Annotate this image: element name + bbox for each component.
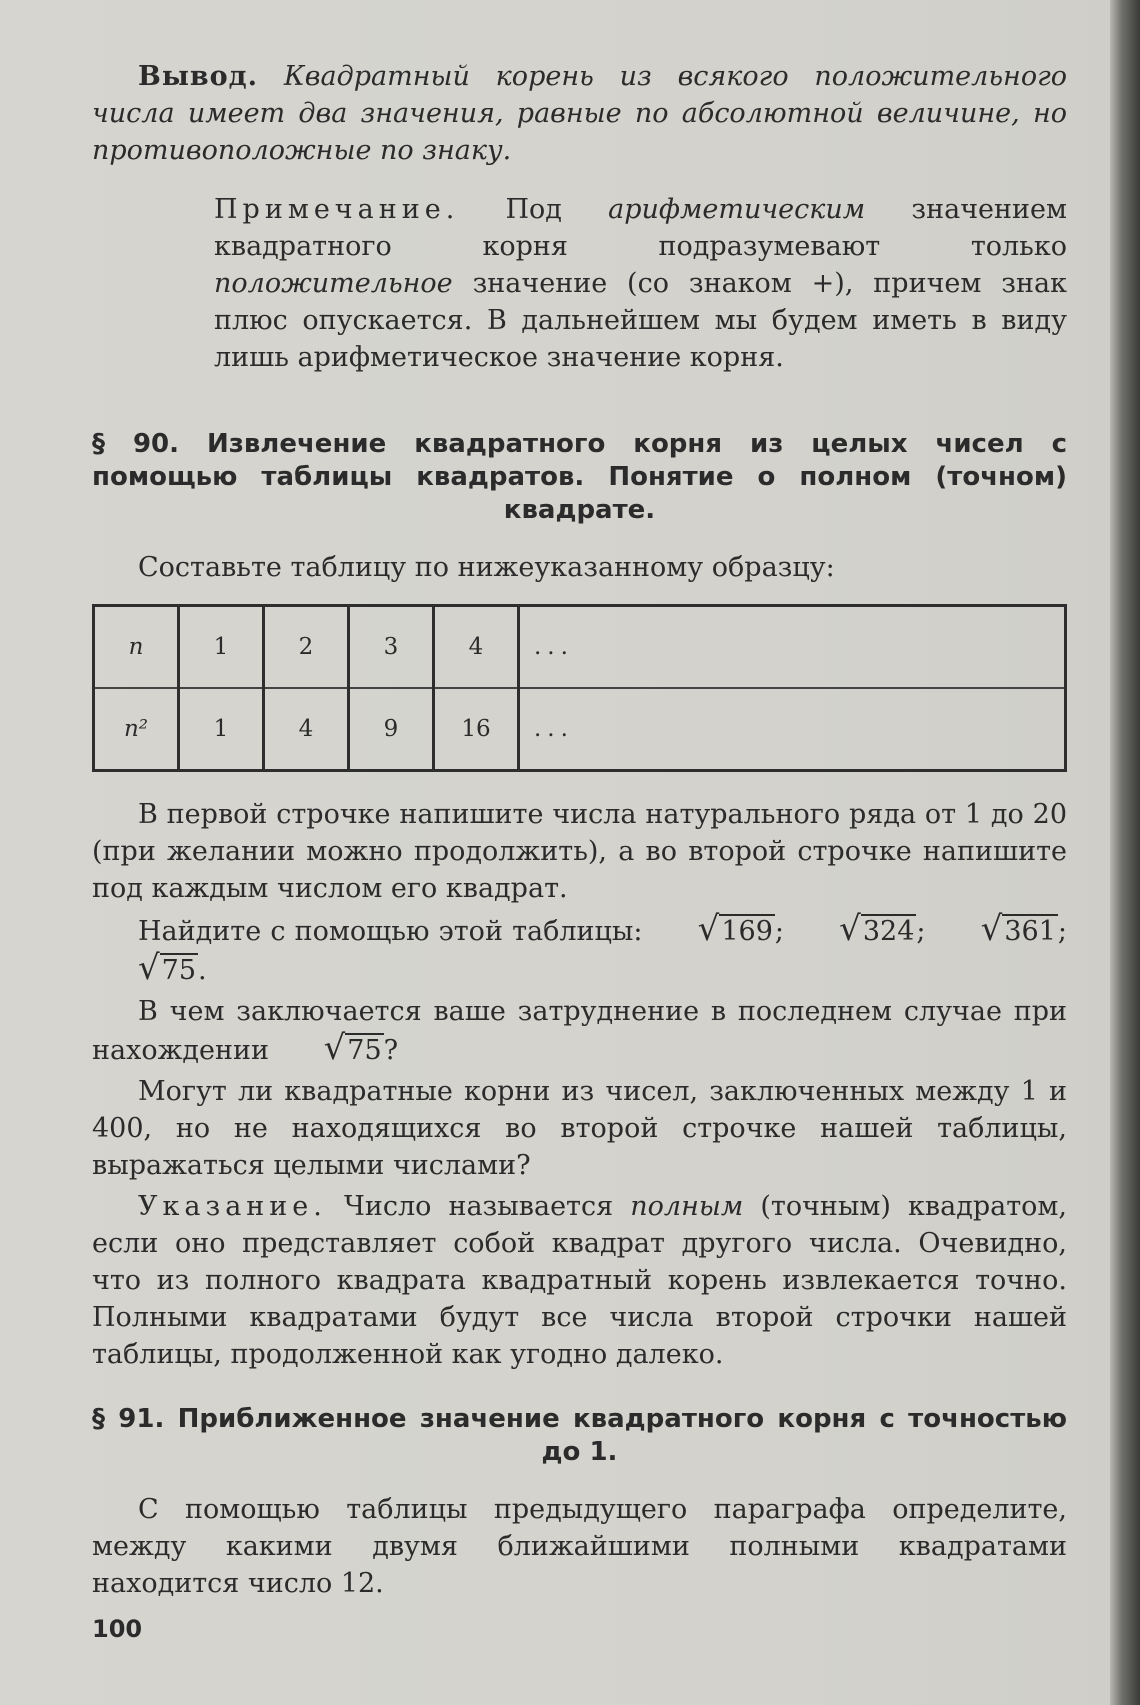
radical-sign: √ [980,909,1003,949]
note-text-2: значением квадратного корня подразумевают только [214,194,1067,262]
conclusion-paragraph [92,58,1067,169]
sqrt-75 [92,950,198,989]
section-90-title: § 90. Извлечение квадратного корня из целых чисел с помощью таблицы квадратов. Понятие о полном (точном) квадрате. [92,429,1067,525]
section-90-intro: Составьте таблицу по нижеуказанному образцу: [138,552,835,583]
difficulty-text: В чем заключается ваше затруднение в последнем случае при нахождении [92,996,1067,1066]
find-text: Найдите с помощью этой таблицы: [138,916,643,947]
hint-paragraph [92,1188,1067,1373]
radical-sign: √ [323,1028,346,1068]
section-91-title: § 91. Приближенное значение квадратного корня с точностью до 1. [92,1404,1067,1467]
table-cell: 4 [434,606,519,689]
note-text-1: Под [505,194,562,225]
row-label-n-squared: n² [94,688,179,771]
section-90-paragraph-2: Найдите с помощью этой таблицы: √169; √324; √361; √75. [92,911,1067,989]
table-cell: 2 [264,606,349,689]
conclusion-label: Вывод. [138,61,259,92]
table-row-n-squared [94,688,1066,771]
section-91-paragraph-1: С помощью таблицы предыдущего параграфа определите, между какими двумя ближайшими полными квадратами находится число 12. [92,1494,1067,1599]
squares-table [92,604,1067,772]
conclusion-text: Квадратный корень из всякого положительного числа имеет два значения, равные по абсолютной величине, но противоположные по знаку. [92,61,1067,166]
table-row-n [94,606,1066,689]
radical-sign: √ [839,909,861,949]
sqrt-361 [935,911,1058,950]
sqrt-argument: 75 [161,955,197,986]
hint-emphasis: полным [630,1191,744,1222]
sqrt-argument: 169 [721,916,773,947]
table-cell: 3 [349,606,434,689]
note-emphasis-arithmetic: арифметическим [608,194,866,225]
page-content [92,58,1067,1602]
book-spine-shadow [1110,0,1140,1705]
table-cell: 16 [434,688,519,771]
row-label-n: n [94,606,179,689]
table-cell: 9 [349,688,434,771]
note-label: Примечание. [214,194,460,225]
hint-text-1: Число называется [343,1191,614,1222]
section-90-paragraph-3 [92,993,1067,1069]
note-text-3: значение (со знаком +), причем знак плюс опускается. В дальнейшем мы будем иметь в виду лишь арифметическое значение корня. [214,268,1067,373]
hint-label: Указание. [138,1191,327,1222]
hint-text-2: (точным) квадратом, если оно представляет собой квадрат другого числа. Очевидно, что из полного квадрата квадратный корень извлекается точно. Полными квадратами будут все числа второй строчки нашей таблицы, продолженной как угодно далеко. [92,1191,1068,1370]
table-cell: 1 [179,606,264,689]
note-paragraph [214,191,1067,376]
page-number: 100 [92,1615,143,1643]
section-90-paragraph-4: Могут ли квадратные корни из чисел, заключенных между 1 и 400, но не находящихся во второй строчке нашей таблицы, выражаться целыми числами? [92,1076,1067,1181]
sqrt-argument: 361 [1004,916,1056,947]
table-ellipsis: ... [519,606,1066,689]
sqrt-argument: 324 [862,916,915,947]
question-mark: ? [383,1035,399,1066]
radical-sign: √ [697,909,720,949]
sqrt-169 [652,911,775,950]
table-ellipsis: ... [519,688,1066,771]
note-emphasis-positive: положительное [214,268,453,299]
sqrt-75-question [278,1030,384,1069]
section-90-paragraph-1: В первой строчке напишите числа натурального ряда от 1 до 20 (при желании можно продолжить), а во второй строчке напишите под каждым числом его квадрат. [92,799,1067,904]
sqrt-argument: 75 [347,1035,382,1066]
table-cell: 4 [264,688,349,771]
table-cell: 1 [179,688,264,771]
radical-sign: √ [138,948,160,988]
sqrt-324 [793,911,916,950]
